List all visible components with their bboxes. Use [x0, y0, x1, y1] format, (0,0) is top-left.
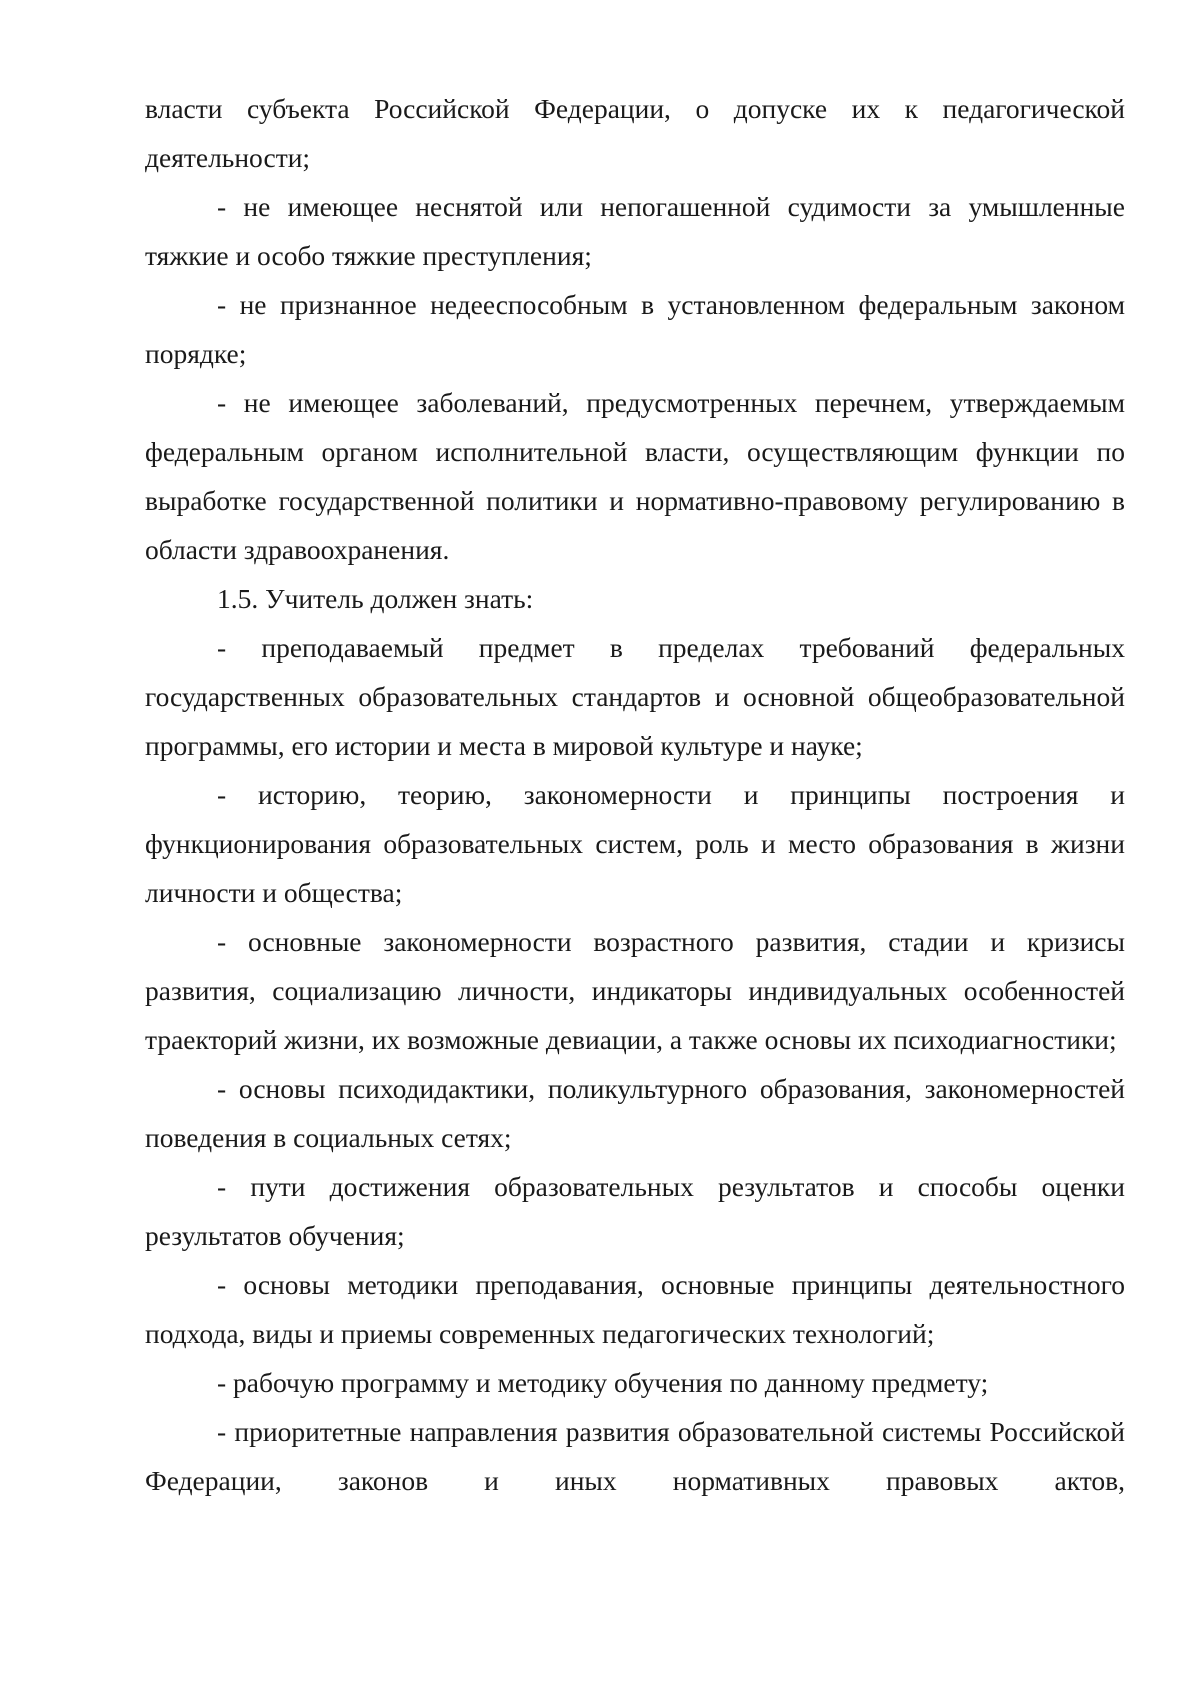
paragraph-no-diseases: - не имеющее заболеваний, предусмотренных перечнем, утверждаемым федеральным органом исполнительной власти, осуществляющим функции по выработке государственной политики и нормативно-правовому регулированию в области здравоохранения.	[145, 387, 1125, 565]
paragraph-work-program: - рабочую программу и методику обучения по данному предмету;	[217, 1367, 989, 1398]
section-heading-1-5: 1.5. Учитель должен знать:	[217, 583, 534, 614]
paragraph-teaching-methods: - основы методики преподавания, основные принципы деятельностного подхода, виды и приемы современных педагогических технологий;	[145, 1269, 1125, 1349]
document-body	[145, 84, 1125, 1505]
paragraph-no-criminal-record: - не имеющее неснятой или непогашенной судимости за умышленные тяжкие и особо тяжкие преступления;	[145, 191, 1125, 271]
paragraph-age-development: - основные закономерности возрастного развития, стадии и кризисы развития, социализацию личности, индикаторы индивидуальных особенностей траекторий жизни, их возможные девиации, а также основы их психодиагностики;	[145, 926, 1125, 1055]
paragraph-educational-results: - пути достижения образовательных результатов и способы оценки результатов обучения;	[145, 1171, 1125, 1251]
paragraph-education-systems: - историю, теорию, закономерности и принципы построения и функционирования образовательных систем, роль и место образования в жизни личности и общества;	[145, 779, 1125, 908]
paragraph-legal-capacity: - не признанное недееспособным в установленном федеральным законом порядке;	[145, 289, 1125, 369]
paragraph-subject-knowledge: - преподаваемый предмет в пределах требований федеральных государственных образовательных стандартов и основной общеобразовательной программы, его истории и места в мировой культуре и науке;	[145, 632, 1125, 761]
paragraph-priority-directions: - приоритетные направления развития образовательной системы Российской Федерации, законов и иных нормативных правовых актов,	[145, 1416, 1125, 1496]
paragraph-psychodidactics: - основы психодидактики, поликультурного образования, закономерностей поведения в социальных сетях;	[145, 1073, 1125, 1153]
paragraph-continuation: власти субъекта Российской Федерации, о допуске их к педагогической деятельности;	[145, 93, 1125, 173]
